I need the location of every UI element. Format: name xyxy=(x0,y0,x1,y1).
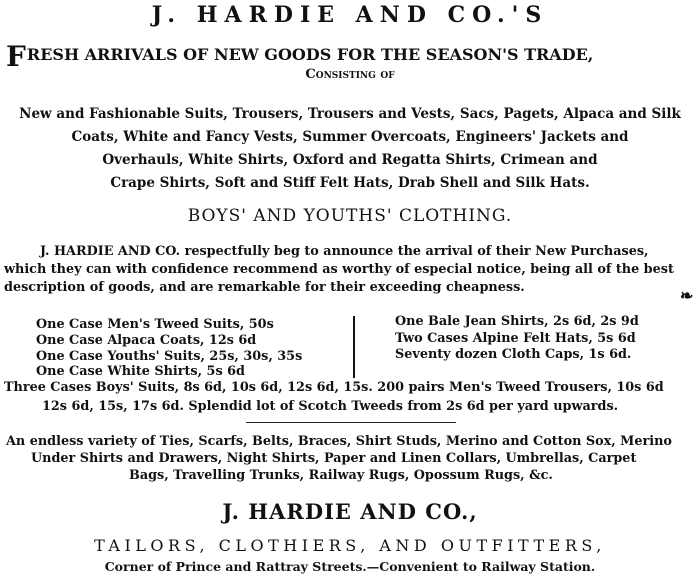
announcement-line: description of goods, and are remarkable for their exceeding cheapness. xyxy=(4,280,525,295)
boys-suits-line: Three Cases Boys' Suits, 8s 6d, 10s 6d, 12s 6d, 15s. 200 pairs Men's Tweed Trousers, 10s 6d xyxy=(4,380,664,395)
case-item-left: One Case White Shirts, 5s 6d xyxy=(36,364,245,379)
case-item-right: Seventy dozen Cloth Caps, 1s 6d. xyxy=(395,347,632,362)
boys-suits-line: 12s 6d, 15s, 17s 6d. Splendid lot of Scotch Tweeds from 2s 6d per yard upwards. xyxy=(42,399,619,414)
margin-ink-mark: ❧ xyxy=(680,286,694,305)
case-item-left: One Case Men's Tweed Suits, 50s xyxy=(36,317,274,332)
consisting-of-text: Consisting of xyxy=(305,67,395,82)
boys-clothing-heading: BOYS' AND YOUTHS' CLOTHING. xyxy=(187,206,513,226)
case-item-right: One Bale Jean Shirts, 2s 6d, 2s 9d xyxy=(395,314,639,329)
column-divider xyxy=(353,316,355,378)
case-item-left: One Case Alpaca Coats, 12s 6d xyxy=(36,333,257,348)
announcement-line: J. HARDIE AND CO. respectfully beg to announce the arrival of their New Purchases, xyxy=(40,244,649,259)
variety-line: An endless variety of Ties, Scarfs, Belts, Braces, Shirt Studs, Merino and Cotton Sox, Merino xyxy=(6,434,672,449)
variety-line: Bags, Travelling Trunks, Railway Rugs, Opossum Rugs, &c. xyxy=(129,468,553,483)
goods-line: Coats, White and Fancy Vests, Summer Overcoats, Engineers' Jackets and xyxy=(71,129,629,145)
case-item-right: Two Cases Alpine Felt Hats, 5s 6d xyxy=(395,331,636,346)
firm-name: J. HARDIE AND CO., xyxy=(222,499,478,524)
variety-line: Under Shirts and Drawers, Night Shirts, Paper and Linen Collars, Umbrellas, Carpet xyxy=(31,451,637,466)
arrivals-heading-text: RESH ARRIVALS OF NEW GOODS FOR THE SEASON'S TRADE, xyxy=(26,45,594,64)
consisting-of-label xyxy=(0,67,700,82)
section-rule xyxy=(246,422,456,423)
case-item-left: One Case Youths' Suits, 25s, 30s, 35s xyxy=(36,349,303,364)
advert-title: J. HARDIE AND CO.'S xyxy=(151,2,549,28)
address-line: Corner of Prince and Rattray Streets.—Convenient to Railway Station. xyxy=(104,559,596,574)
goods-line: Crape Shirts, Soft and Stiff Felt Hats, Drab Shell and Silk Hats. xyxy=(110,175,590,191)
announcement-line: which they can with confidence recommend as worthy of especial notice, being all of the best xyxy=(4,262,674,277)
goods-line: New and Fashionable Suits, Trousers, Trousers and Vests, Sacs, Pagets, Alpaca and Silk xyxy=(19,106,681,122)
drop-capital: F xyxy=(6,40,26,73)
trades-line: TAILORS, CLOTHIERS, AND OUTFITTERS, xyxy=(94,536,606,555)
goods-line: Overhauls, White Shirts, Oxford and Regatta Shirts, Crimean and xyxy=(102,152,598,168)
